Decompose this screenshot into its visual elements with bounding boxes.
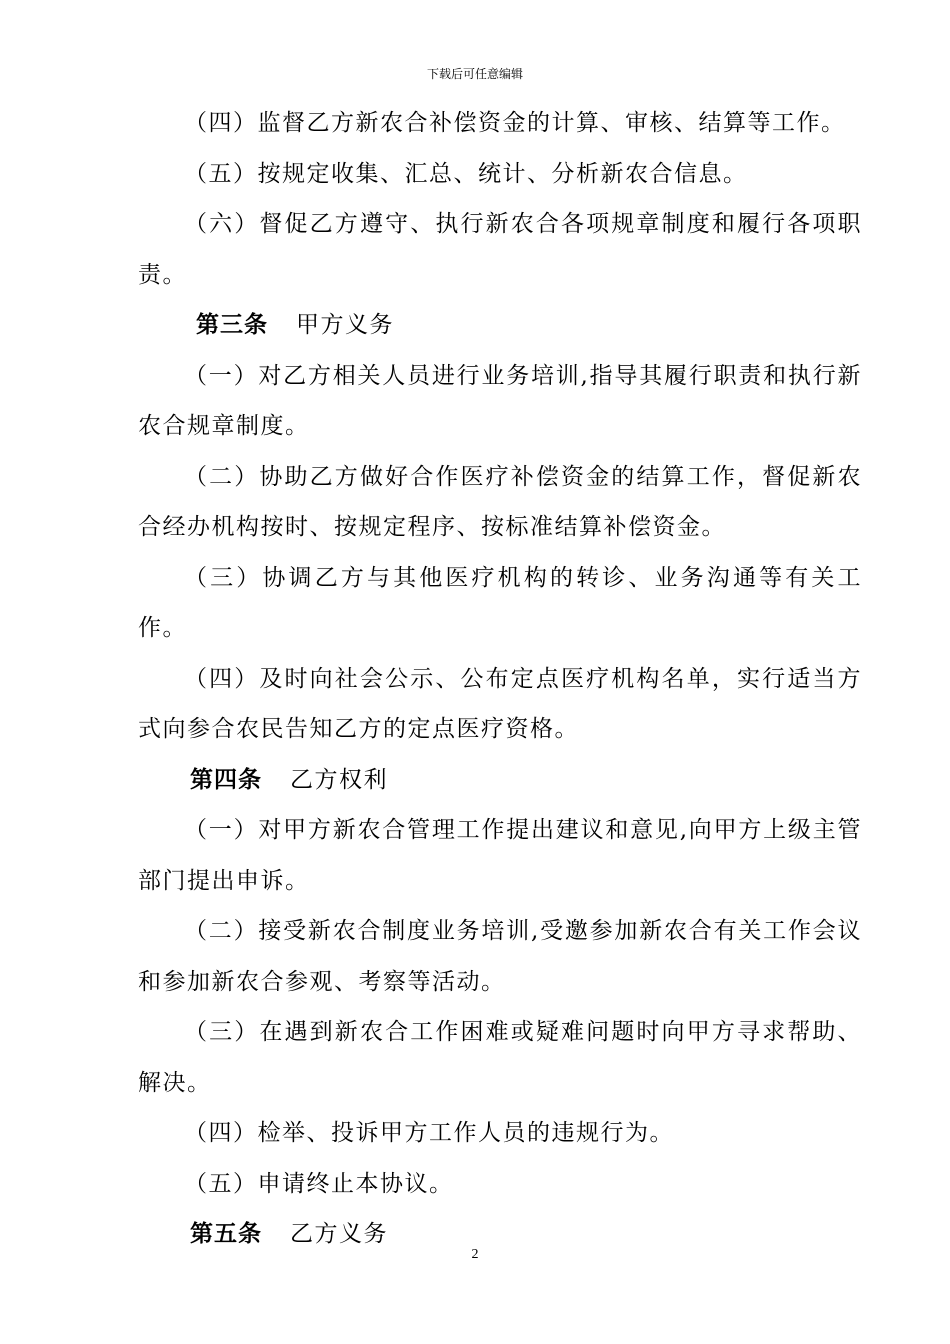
paragraph: （六）督促乙方遵守、执行新农合各项规章制度和履行各项职责。: [138, 211, 862, 288]
paragraph: （三）在遇到新农合工作困难或疑难问题时向甲方寻求帮助、解决。: [138, 1019, 862, 1096]
paragraph: （一）对甲方新农合管理工作提出建议和意见,向甲方上级主管部门提出申诉。: [138, 817, 862, 894]
article-heading-4: [138, 755, 862, 806]
article-number: 第四条: [190, 766, 262, 793]
paragraph: （四）检举、投诉甲方工作人员的违规行为。: [184, 1120, 674, 1146]
page-number: 2: [471, 1247, 479, 1262]
article-title: 乙方权利: [290, 766, 388, 793]
paragraph: （二）接受新农合制度业务培训,受邀参加新农合有关工作会议和参加新农合参观、考察等活动。: [138, 918, 862, 995]
paragraph: （五）申请终止本协议。: [184, 1170, 454, 1197]
paragraph: （四）及时向社会公示、公布定点医疗机构名单，实行适当方式向参合农民告知乙方的定点医疗资格。: [138, 665, 862, 742]
article-title: 甲方义务: [296, 312, 394, 338]
article-title: 乙方义务: [290, 1221, 388, 1247]
paragraph: （二）协助乙方做好合作医疗补偿资金的结算工作，督促新农合经办机构按时、按规定程序、按标准结算补偿资金。: [138, 463, 862, 540]
page-header: 下载后可任意编辑: [426, 67, 523, 81]
document-body: [138, 98, 862, 1260]
article-number: 第五条: [190, 1221, 262, 1247]
article-heading-3: [138, 300, 862, 351]
paragraph: （四）监督乙方新农合补偿资金的计算、审核、结算等工作。: [184, 110, 846, 136]
paragraph: （三）协调乙方与其他医疗机构的转诊、业务沟通等有关工作。: [138, 564, 862, 641]
paragraph: （五）按规定收集、汇总、统计、分析新农合信息。: [184, 160, 748, 187]
article-number: 第三条: [196, 312, 268, 338]
paragraph: （一）对乙方相关人员进行业务培训,指导其履行职责和执行新农合规章制度。: [138, 362, 862, 439]
